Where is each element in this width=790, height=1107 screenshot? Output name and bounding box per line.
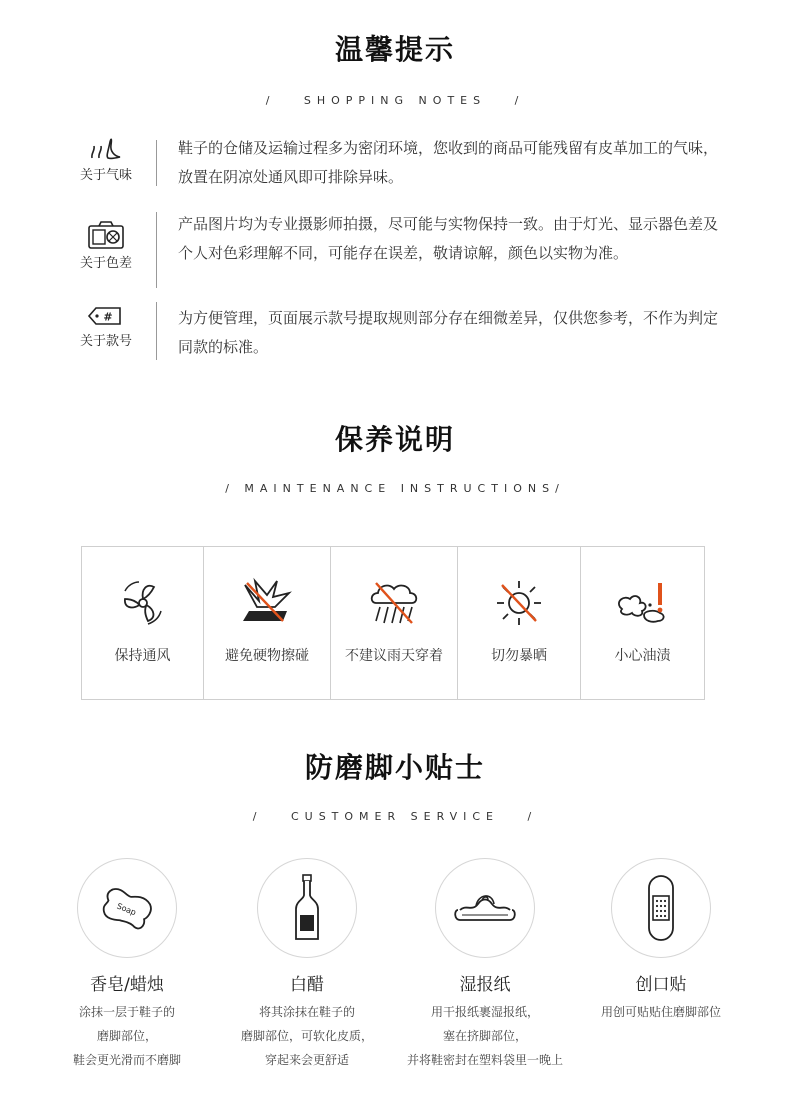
maintenance-item-ventilate: [81, 546, 204, 700]
divider: [156, 302, 157, 360]
divider: [156, 212, 157, 288]
smell-icon: [86, 136, 126, 162]
maintenance-label: 不建议雨天穿着: [345, 648, 443, 664]
tip-description-line: 磨脚部位，: [96, 1029, 157, 1043]
tip-description-line: 用创可贴贴住磨脚部位: [600, 1005, 721, 1019]
tip-name: 湿报纸: [459, 975, 511, 995]
divider: [156, 140, 157, 186]
tip-name: 创口贴: [635, 975, 687, 995]
note-smell: [70, 136, 142, 183]
tip-description: [396, 1000, 574, 1072]
maintenance-item-no-sun: [457, 546, 581, 700]
shopping-notes-title: 温馨提示: [334, 33, 455, 66]
note-style-number: [70, 304, 142, 349]
tip-description: [218, 1000, 396, 1072]
tip-description-line: 穿起来会更舒适: [264, 1053, 349, 1067]
bandage-icon: [646, 873, 676, 943]
fan-icon: [117, 577, 169, 629]
maintenance-item-oil-stain: [580, 546, 705, 700]
vinegar-bottle-icon: [292, 873, 322, 943]
camera-icon: [86, 218, 126, 250]
tip-vinegar: [218, 858, 396, 1072]
maintenance-label: 小心油渍: [614, 648, 671, 664]
soap-text: Soap: [115, 901, 138, 918]
note-color: [70, 218, 142, 271]
maintenance-label: 切勿暴晒: [491, 648, 547, 664]
tip-name: 白醋: [290, 975, 324, 995]
tip-wet-newspaper: [396, 858, 574, 1072]
tip-bandage: [572, 858, 750, 1024]
tip-description-line: 鞋会更光滑而不磨脚: [72, 1053, 181, 1067]
tip-description-line: 用干报纸裹湿报纸，: [430, 1005, 539, 1019]
maintenance-label: 保持通风: [114, 648, 171, 664]
maintenance-label: 避免硬物擦碰: [225, 648, 309, 664]
maintenance-item-avoid-hard: [203, 546, 331, 700]
tip-description-line: 将其涂抹在鞋子的: [258, 1005, 355, 1019]
wet-wipes-icon: [452, 888, 518, 928]
maintenance-title: 保养说明: [334, 423, 455, 456]
tip-icon-circle: [435, 858, 535, 958]
tips-subtitle: / CUSTOMER SERVICE /: [252, 810, 538, 823]
note-text: 为方便管理，页面展示款号提取规则部分存在细微差异，仅供您参考，不作为判定同款的标准。: [178, 309, 719, 356]
tips-title: 防磨脚小贴士: [304, 751, 485, 784]
note-label: 关于款号: [79, 334, 132, 349]
tag-text: #: [103, 310, 113, 324]
no-sun-icon: [492, 577, 546, 629]
maintenance-item-no-rain: [330, 546, 458, 700]
tip-description-line: 并将鞋密封在塑料袋里一晚上: [406, 1053, 563, 1067]
tip-description-line: 磨脚部位，可软化皮质，: [240, 1029, 373, 1043]
note-text: 鞋子的仓储及运输过程多为密闭环境，您收到的商品可能残留有皮革加工的气味，放置在阴凉处通风即可排除异味。: [178, 139, 719, 186]
soap-icon: [97, 884, 157, 932]
tip-description: [572, 1000, 750, 1024]
tip-name: 香皂/蜡烛: [90, 975, 164, 995]
note-text: 产品图片均为专业摄影师拍摄，尽可能与实物保持一致。由于灯光、显示器色差及个人对色彩理解不同，可能存在误差，敬请谅解，颜色以实物为准。: [178, 215, 719, 262]
note-label: 关于色差: [79, 256, 132, 271]
shopping-notes-subtitle: / SHOPPING NOTES /: [265, 94, 525, 107]
tip-icon-circle: [77, 858, 177, 958]
tip-icon-circle: [257, 858, 357, 958]
tip-description-line: 涂抹一层于鞋子的: [78, 1005, 175, 1019]
no-rain-icon: [366, 577, 422, 629]
oil-stain-icon: [614, 577, 672, 629]
tip-icon-circle: [611, 858, 711, 958]
tag-icon: [86, 304, 126, 328]
note-label: 关于气味: [79, 168, 132, 183]
maintenance-subtitle: / MAINTENANCE INSTRUCTIONS/: [225, 482, 565, 495]
tip-description: [38, 1000, 216, 1072]
no-hard-objects-icon: [239, 577, 295, 629]
tip-soap-candle: [38, 858, 216, 1072]
tip-description-line: 塞在挤脚部位，: [442, 1029, 527, 1043]
